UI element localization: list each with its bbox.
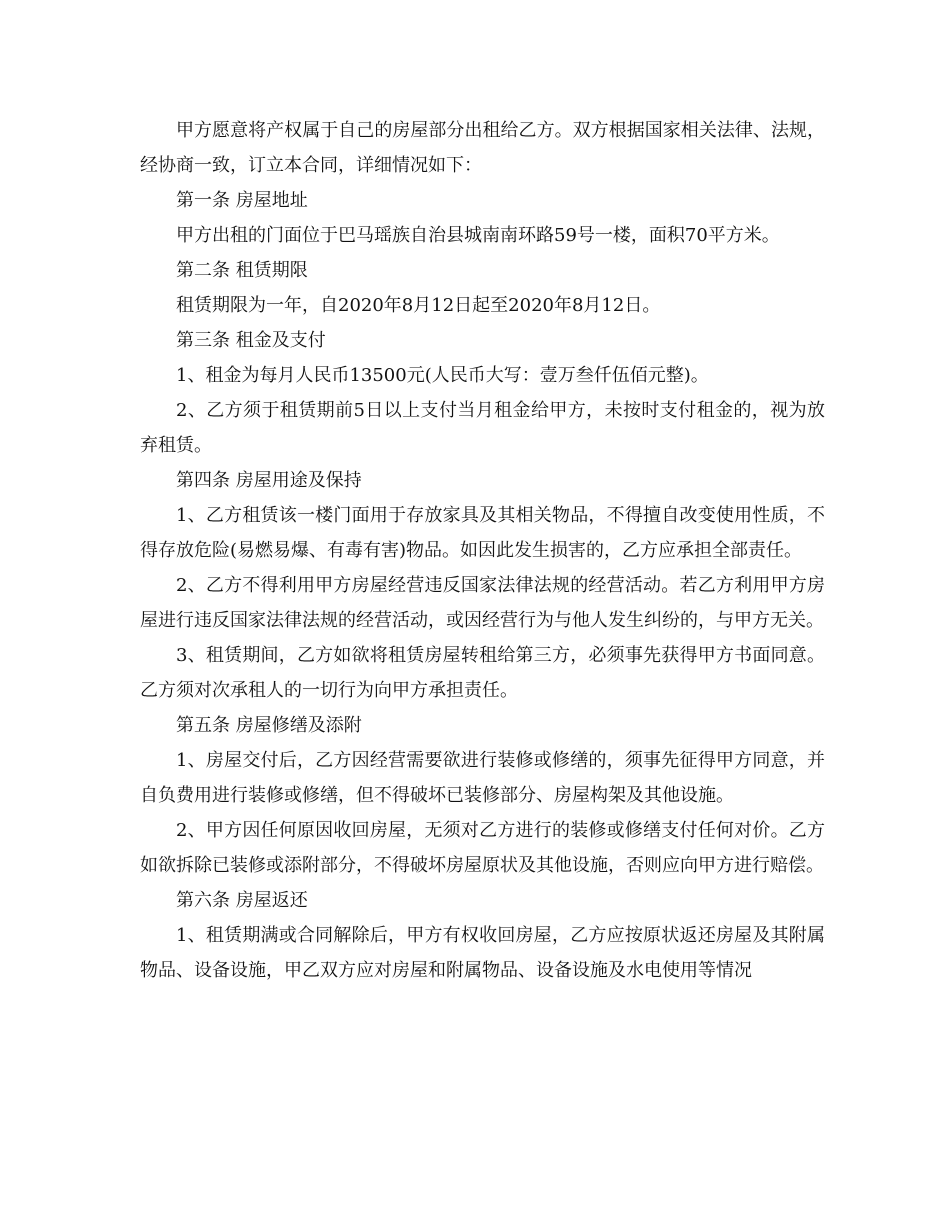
article-3-clause-1: 1、租金为每月人民币13500元(人民币大写：壹万叁仟伍佰元整)。	[176, 365, 709, 386]
document-body	[140, 113, 825, 988]
article-5-clause-1: 1、房屋交付后，乙方因经营需要欲进行装修或修缮的，须事先征得甲方同意，并自负费用进行装修或修缮，但不得破坏已装修部分、房屋构架及其他设施。	[140, 750, 825, 806]
article-4-clause-3: 3、租赁期间，乙方如欲将租赁房屋转租给第三方，必须事先获得甲方书面同意。乙方须对次承租人的一切行为向甲方承担责任。	[140, 645, 825, 701]
article-2-heading: 第二条 租赁期限	[176, 260, 308, 281]
article-2-paragraph: 租赁期限为一年，自2020年8月12日起至2020年8月12日。	[176, 295, 661, 316]
article-3-heading: 第三条 租金及支付	[176, 330, 326, 351]
article-4-clause-1: 1、乙方租赁该一楼门面用于存放家具及其相关物品，不得擅自改变使用性质，不得存放危险(易燃易爆、有毒有害)物品。如因此发生损害的，乙方应承担全部责任。	[140, 505, 825, 561]
intro-paragraph: 甲方愿意将产权属于自己的房屋部分出租给乙方。双方根据国家相关法律、法规，经协商一致，订立本合同，详细情况如下：	[140, 120, 825, 176]
article-1-paragraph: 甲方出租的门面位于巴马瑶族自治县城南南环路59号一楼，面积70平方米。	[176, 225, 780, 246]
article-6-clause-1: 1、租赁期满或合同解除后，甲方有权收回房屋，乙方应按原状返还房屋及其附属物品、设备设施，甲乙双方应对房屋和附属物品、设备设施及水电使用等情况	[140, 925, 825, 981]
article-3-clause-2: 2、乙方须于租赁期前5日以上支付当月租金给甲方，未按时支付租金的，视为放弃租赁。	[140, 400, 825, 456]
article-6-heading: 第六条 房屋返还	[176, 890, 308, 911]
article-4-clause-2: 2、乙方不得利用甲方房屋经营违反国家法律法规的经营活动。若乙方利用甲方房屋进行违反国家法律法规的经营活动，或因经营行为与他人发生纠纷的，与甲方无关。	[140, 575, 825, 631]
article-5-heading: 第五条 房屋修缮及添附	[176, 715, 362, 736]
article-4-heading: 第四条 房屋用途及保持	[176, 470, 362, 491]
article-1-heading: 第一条 房屋地址	[176, 190, 308, 211]
article-5-clause-2: 2、甲方因任何原因收回房屋，无须对乙方进行的装修或修缮支付任何对价。乙方如欲拆除已装修或添附部分，不得破坏房屋原状及其他设施，否则应向甲方进行赔偿。	[140, 820, 825, 876]
